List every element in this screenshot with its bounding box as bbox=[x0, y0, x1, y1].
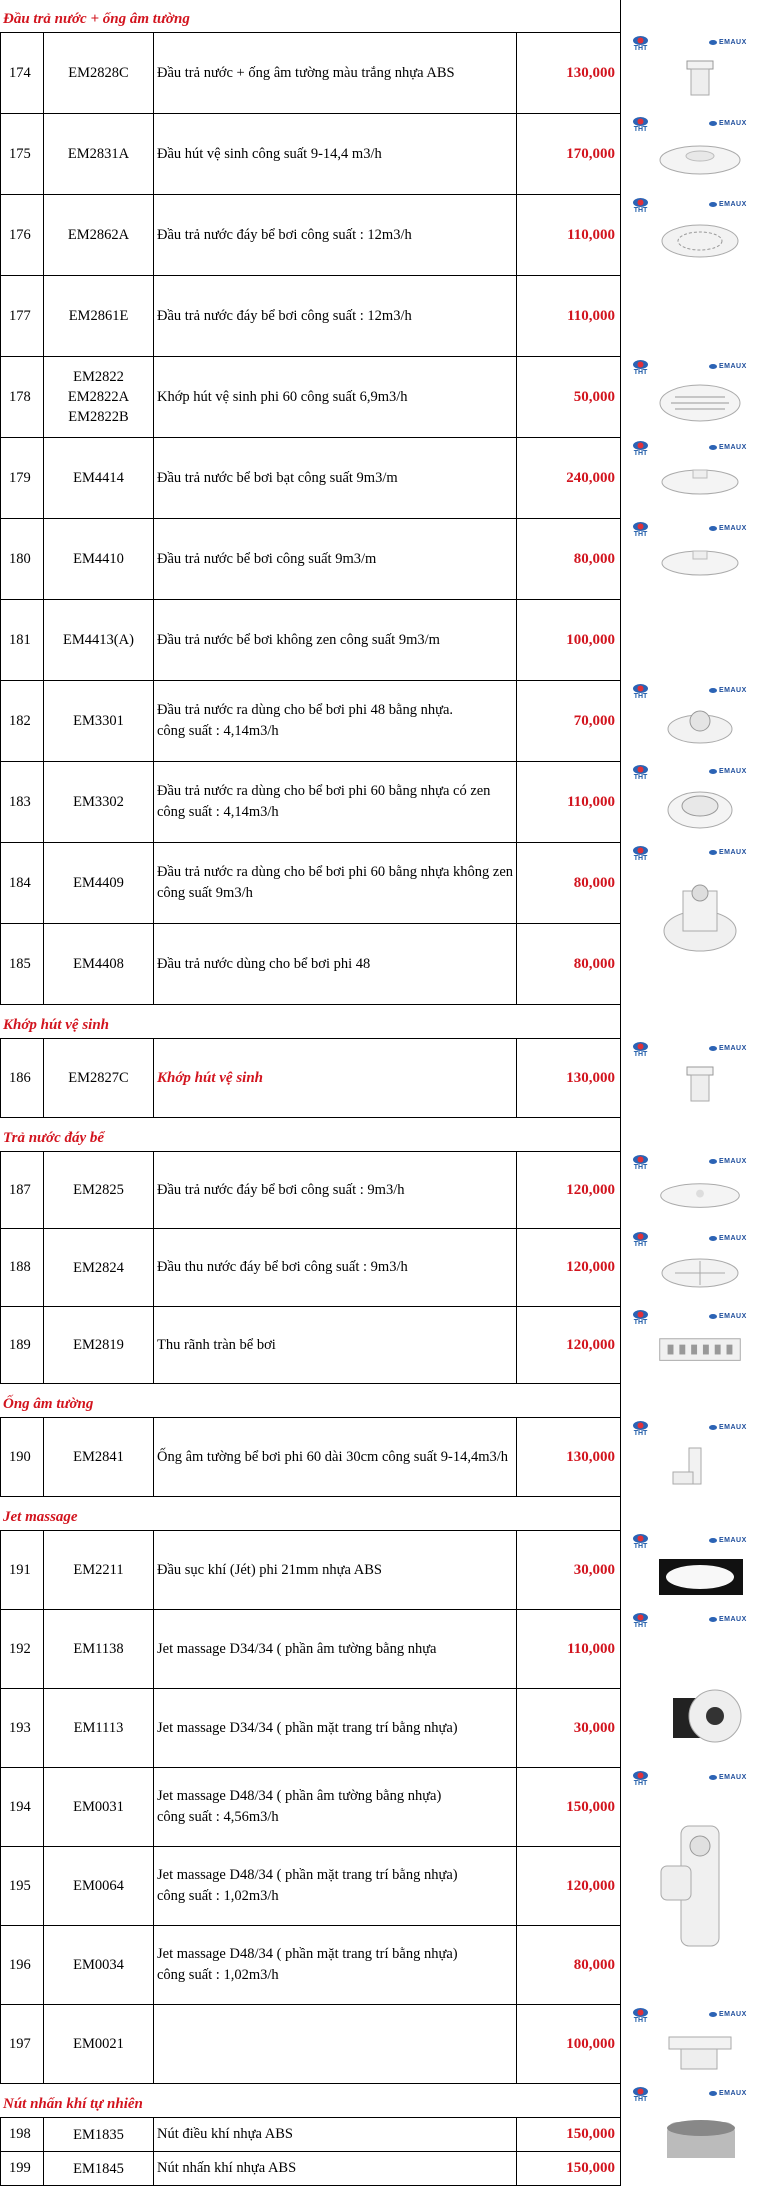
product-description: Ống âm tường bể bơi phi 60 dài 30cm công suất 9-14,4m3/h bbox=[154, 1418, 517, 1497]
table-row bbox=[0, 1039, 621, 1118]
product-image bbox=[623, 1229, 775, 1307]
product-image bbox=[623, 1531, 775, 1610]
product-description: Đầu trả nước đáy bể bơi công suất : 12m3/h bbox=[154, 195, 517, 276]
product-image bbox=[623, 357, 775, 438]
product-description: Đầu trả nước bể bơi công suất 9m3/m bbox=[154, 519, 517, 600]
product-description: Đầu trả nước đáy bể bơi công suất : 9m3/h bbox=[154, 1152, 517, 1229]
product-code-line: EM0021 bbox=[73, 2036, 124, 2052]
product-code bbox=[44, 2005, 154, 2084]
pool-fitting-icon bbox=[645, 1057, 755, 1113]
emaux-logo-icon: EMAUX bbox=[709, 1045, 747, 1052]
emaux-logo-icon: EMAUX bbox=[709, 1158, 747, 1165]
emaux-logo-icon: EMAUX bbox=[709, 2011, 747, 2018]
table-row bbox=[0, 2118, 621, 2152]
tht-logo-icon: THT bbox=[633, 1042, 648, 1058]
product-code bbox=[44, 600, 154, 681]
table-row bbox=[0, 1307, 621, 1384]
table-row bbox=[0, 1229, 621, 1307]
product-price: 170,000 bbox=[517, 114, 621, 195]
table-row bbox=[0, 2152, 621, 2186]
emaux-logo-icon: EMAUX bbox=[709, 120, 747, 127]
product-code bbox=[44, 762, 154, 843]
product-code bbox=[44, 1307, 154, 1384]
row-number: 198 bbox=[0, 2118, 44, 2152]
pool-fitting-icon bbox=[645, 537, 755, 593]
product-code bbox=[44, 114, 154, 195]
product-description: Khớp hút vệ sinh phi 60 công suất 6,9m3/h bbox=[154, 357, 517, 438]
product-code bbox=[44, 1229, 154, 1307]
tht-logo-icon: THT bbox=[633, 36, 648, 52]
table-row bbox=[0, 357, 621, 438]
product-image bbox=[623, 762, 775, 843]
section-header bbox=[0, 1118, 621, 1152]
row-number: 174 bbox=[0, 33, 44, 114]
row-number: 194 bbox=[0, 1768, 44, 1847]
product-image bbox=[623, 1768, 775, 2005]
product-image bbox=[623, 1610, 775, 1768]
product-price: 70,000 bbox=[517, 681, 621, 762]
product-price: 130,000 bbox=[517, 1418, 621, 1497]
product-description: Đầu trả nước ra dùng cho bể bơi phi 60 bằng nhựa có zen công suất : 4,14m3/h bbox=[154, 762, 517, 843]
product-code-line: EM2819 bbox=[73, 1337, 124, 1353]
table-row bbox=[0, 1689, 621, 1768]
section-title: Jet massage bbox=[3, 1509, 78, 1525]
row-number: 185 bbox=[0, 924, 44, 1005]
table-row bbox=[0, 438, 621, 519]
product-price: 30,000 bbox=[517, 1689, 621, 1768]
table-row bbox=[0, 195, 621, 276]
emaux-logo-icon: EMAUX bbox=[709, 444, 747, 451]
row-number: 181 bbox=[0, 600, 44, 681]
table-row bbox=[0, 519, 621, 600]
product-code bbox=[44, 681, 154, 762]
product-price: 150,000 bbox=[517, 2152, 621, 2186]
table-row bbox=[0, 681, 621, 762]
product-description: Đầu hút vệ sinh công suất 9-14,4 m3/h bbox=[154, 114, 517, 195]
tht-logo-icon: THT bbox=[633, 117, 648, 133]
pool-fitting-icon bbox=[645, 2102, 755, 2158]
product-code-line: EM3302 bbox=[73, 794, 124, 810]
emaux-logo-icon: EMAUX bbox=[709, 1313, 747, 1320]
emaux-logo-icon: EMAUX bbox=[709, 768, 747, 775]
product-price: 150,000 bbox=[517, 2118, 621, 2152]
product-code bbox=[44, 1847, 154, 1926]
product-code-line: EM2828C bbox=[68, 65, 129, 81]
product-description: Jet massage D48/34 ( phần mặt trang trí bằng nhựa) công suất : 1,02m3/h bbox=[154, 1847, 517, 1926]
product-description: Jet massage D48/34 ( phần mặt trang trí bằng nhựa) công suất : 1,02m3/h bbox=[154, 1926, 517, 2005]
tht-logo-icon: THT bbox=[633, 2087, 648, 2103]
tht-logo-icon: THT bbox=[633, 360, 648, 376]
product-code-line: EM2862A bbox=[67, 227, 130, 243]
product-image bbox=[623, 33, 775, 114]
row-number: 196 bbox=[0, 1926, 44, 2005]
tht-logo-icon: THT bbox=[633, 2008, 648, 2024]
product-image bbox=[623, 195, 775, 276]
product-code bbox=[44, 519, 154, 600]
tht-logo-icon: THT bbox=[633, 441, 648, 457]
pool-fitting-icon bbox=[645, 1170, 755, 1225]
product-image bbox=[623, 681, 775, 762]
pool-fitting-icon bbox=[645, 213, 755, 269]
section-header bbox=[0, 1005, 621, 1039]
product-image bbox=[623, 1418, 775, 1497]
table-row bbox=[0, 1610, 621, 1689]
product-description: Đầu trả nước bể bơi không zen công suất 9m3/m bbox=[154, 600, 517, 681]
table-row bbox=[0, 924, 621, 1005]
product-price: 100,000 bbox=[517, 600, 621, 681]
product-image bbox=[623, 1152, 775, 1229]
product-code bbox=[44, 1531, 154, 1610]
product-code bbox=[44, 276, 154, 357]
table-row bbox=[0, 1847, 621, 1926]
product-description: Khớp hút vệ sinh bbox=[154, 1039, 517, 1118]
tht-logo-icon: THT bbox=[633, 198, 648, 214]
section-title: Trả nước đáy bể bbox=[3, 1130, 105, 1146]
product-image bbox=[623, 843, 775, 1005]
row-number: 178 bbox=[0, 357, 44, 438]
product-code-line: EM1835 bbox=[73, 2126, 124, 2143]
product-code bbox=[44, 357, 154, 438]
table-row bbox=[0, 1926, 621, 2005]
product-code bbox=[44, 438, 154, 519]
product-code-line: EM1113 bbox=[73, 1720, 124, 1736]
product-code-line: EM3301 bbox=[73, 713, 124, 729]
product-price: 30,000 bbox=[517, 1531, 621, 1610]
product-description: Đầu trả nước đáy bể bơi công suất : 12m3/h bbox=[154, 276, 517, 357]
section-title: Ống âm tường bbox=[3, 1396, 94, 1412]
emaux-logo-icon: EMAUX bbox=[709, 849, 747, 856]
product-description bbox=[154, 2005, 517, 2084]
product-price: 80,000 bbox=[517, 519, 621, 600]
product-image bbox=[623, 1307, 775, 1384]
product-price: 120,000 bbox=[517, 1152, 621, 1229]
pool-fitting-icon bbox=[645, 1247, 755, 1303]
product-code-line: EM0031 bbox=[73, 1799, 124, 1815]
product-description: Đầu trả nước bể bơi bạt công suất 9m3/m bbox=[154, 438, 517, 519]
product-code bbox=[44, 1689, 154, 1768]
product-code-line: EM2822 bbox=[73, 369, 124, 385]
product-code-line: EM2822B bbox=[68, 409, 129, 425]
row-number: 189 bbox=[0, 1307, 44, 1384]
product-description: Jet massage D34/34 ( phần mặt trang trí bằng nhựa) bbox=[154, 1689, 517, 1768]
product-code bbox=[44, 1418, 154, 1497]
table-row bbox=[0, 33, 621, 114]
product-code bbox=[44, 33, 154, 114]
row-number: 184 bbox=[0, 843, 44, 924]
product-code bbox=[44, 1152, 154, 1229]
product-image bbox=[623, 1039, 775, 1118]
product-price: 80,000 bbox=[517, 924, 621, 1005]
emaux-logo-icon: EMAUX bbox=[709, 2090, 747, 2097]
product-description: Đầu trả nước ra dùng cho bể bơi phi 60 bằng nhựa không zen công suất 9m3/h bbox=[154, 843, 517, 924]
tht-logo-icon: THT bbox=[633, 1232, 648, 1248]
product-image bbox=[623, 2005, 775, 2084]
product-code-line: EM2831A bbox=[67, 146, 130, 162]
row-number: 190 bbox=[0, 1418, 44, 1497]
product-code bbox=[44, 2118, 154, 2152]
row-number: 180 bbox=[0, 519, 44, 600]
product-image bbox=[623, 114, 775, 195]
product-description: Đầu thu nước đáy bể bơi công suất : 9m3/h bbox=[154, 1229, 517, 1307]
product-code-line: EM2861E bbox=[68, 308, 129, 324]
product-code-line: EM2841 bbox=[73, 1449, 124, 1465]
table-row bbox=[0, 114, 621, 195]
product-code-line: EM0034 bbox=[73, 1957, 124, 1973]
product-description: Đầu sục khí (Jét) phi 21mm nhựa ABS bbox=[154, 1531, 517, 1610]
tht-logo-icon: THT bbox=[633, 846, 648, 862]
row-number: 186 bbox=[0, 1039, 44, 1118]
product-code-line: EM2827C bbox=[68, 1070, 129, 1086]
product-price: 120,000 bbox=[517, 1229, 621, 1307]
row-number: 188 bbox=[0, 1229, 44, 1307]
section-title: Khớp hút vệ sinh bbox=[3, 1017, 110, 1033]
pool-fitting-icon bbox=[645, 375, 755, 431]
pool-fitting-icon bbox=[645, 1325, 755, 1380]
product-code bbox=[44, 924, 154, 1005]
table-row bbox=[0, 843, 621, 924]
product-code bbox=[44, 2152, 154, 2186]
product-description: Jet massage D34/34 ( phần âm tường bằng nhựa bbox=[154, 1610, 517, 1689]
emaux-logo-icon: EMAUX bbox=[709, 1235, 747, 1242]
row-number: 182 bbox=[0, 681, 44, 762]
product-description: Jet massage D48/34 ( phần âm tường bằng nhựa) công suất : 4,56m3/h bbox=[154, 1768, 517, 1847]
pool-fitting-icon bbox=[645, 51, 755, 107]
row-number: 177 bbox=[0, 276, 44, 357]
product-price: 80,000 bbox=[517, 843, 621, 924]
tht-logo-icon: THT bbox=[633, 1310, 648, 1326]
section-title: Đầu trả nước + ống âm tường bbox=[3, 11, 190, 27]
product-price: 130,000 bbox=[517, 1039, 621, 1118]
product-code bbox=[44, 1768, 154, 1847]
pool-fitting-icon bbox=[645, 1436, 755, 1492]
table-row bbox=[0, 2005, 621, 2084]
section-header bbox=[0, 0, 621, 33]
product-code-line: EM4409 bbox=[73, 875, 124, 891]
product-code-line: EM2824 bbox=[73, 1259, 124, 1276]
product-code-line: EM2825 bbox=[73, 1182, 124, 1198]
row-number: 191 bbox=[0, 1531, 44, 1610]
product-code-line: EM4414 bbox=[73, 470, 124, 486]
section-header bbox=[0, 1384, 621, 1418]
product-description: Đầu trả nước + ống âm tường màu trắng nhựa ABS bbox=[154, 33, 517, 114]
product-description: Đầu trả nước dùng cho bể bơi phi 48 bbox=[154, 924, 517, 1005]
product-price: 50,000 bbox=[517, 357, 621, 438]
row-number: 197 bbox=[0, 2005, 44, 2084]
row-number: 192 bbox=[0, 1610, 44, 1689]
product-price: 120,000 bbox=[517, 1307, 621, 1384]
product-price: 110,000 bbox=[517, 276, 621, 357]
product-code-line: EM4408 bbox=[73, 956, 124, 972]
pool-fitting-icon bbox=[645, 456, 755, 512]
product-price: 120,000 bbox=[517, 1847, 621, 1926]
product-code bbox=[44, 1926, 154, 2005]
tht-logo-icon: THT bbox=[633, 1613, 648, 1629]
table-row bbox=[0, 762, 621, 843]
emaux-logo-icon: EMAUX bbox=[709, 1774, 747, 1781]
table-row bbox=[0, 1418, 621, 1497]
product-code bbox=[44, 195, 154, 276]
section-header bbox=[0, 1497, 621, 1531]
row-number: 176 bbox=[0, 195, 44, 276]
product-code-line: EM2211 bbox=[73, 1562, 124, 1578]
product-price: 110,000 bbox=[517, 195, 621, 276]
product-code bbox=[44, 1039, 154, 1118]
table-row bbox=[0, 1152, 621, 1229]
emaux-logo-icon: EMAUX bbox=[709, 1616, 747, 1623]
row-number: 199 bbox=[0, 2152, 44, 2186]
emaux-logo-icon: EMAUX bbox=[709, 1424, 747, 1431]
product-description: Nút nhấn khí nhựa ABS bbox=[154, 2152, 517, 2186]
emaux-logo-icon: EMAUX bbox=[709, 687, 747, 694]
pool-fitting-icon bbox=[645, 699, 755, 755]
product-code-line: EM0064 bbox=[73, 1878, 124, 1894]
pool-fitting-icon bbox=[645, 861, 755, 971]
tht-logo-icon: THT bbox=[633, 684, 648, 700]
table-row bbox=[0, 1768, 621, 1847]
row-number: 193 bbox=[0, 1689, 44, 1768]
pool-fitting-icon bbox=[645, 132, 755, 188]
table-row bbox=[0, 276, 621, 357]
row-number: 187 bbox=[0, 1152, 44, 1229]
row-number: 175 bbox=[0, 114, 44, 195]
product-price: 110,000 bbox=[517, 762, 621, 843]
emaux-logo-icon: EMAUX bbox=[709, 39, 747, 46]
pool-fitting-icon bbox=[645, 1628, 755, 1758]
pool-fitting-icon bbox=[645, 1549, 755, 1605]
product-price: 130,000 bbox=[517, 33, 621, 114]
tht-logo-icon: THT bbox=[633, 1421, 648, 1437]
emaux-logo-icon: EMAUX bbox=[709, 1537, 747, 1544]
product-price: 80,000 bbox=[517, 1926, 621, 2005]
pool-fitting-icon bbox=[645, 1786, 755, 1956]
emaux-logo-icon: EMAUX bbox=[709, 525, 747, 532]
tht-logo-icon: THT bbox=[633, 765, 648, 781]
product-code-line: EM4413(A) bbox=[63, 632, 134, 648]
product-price: 150,000 bbox=[517, 1768, 621, 1847]
product-price: 240,000 bbox=[517, 438, 621, 519]
pool-fitting-icon bbox=[645, 780, 755, 836]
table-row bbox=[0, 1531, 621, 1610]
tht-logo-icon: THT bbox=[633, 522, 648, 538]
product-image bbox=[623, 438, 775, 519]
row-number: 179 bbox=[0, 438, 44, 519]
product-code-line: EM1138 bbox=[73, 1641, 124, 1657]
product-price: 110,000 bbox=[517, 1610, 621, 1689]
product-code-line: EM4410 bbox=[73, 551, 124, 567]
product-image bbox=[623, 519, 775, 600]
section-title: Nút nhấn khí tự nhiên bbox=[3, 2096, 143, 2112]
table-row bbox=[0, 600, 621, 681]
product-code-line: EM1845 bbox=[73, 2160, 124, 2177]
row-number: 195 bbox=[0, 1847, 44, 1926]
tht-logo-icon: THT bbox=[633, 1534, 648, 1550]
pool-fitting-icon bbox=[645, 2023, 755, 2079]
product-code-line: EM2822A bbox=[67, 389, 130, 405]
product-price: 100,000 bbox=[517, 2005, 621, 2084]
product-description: Đầu trả nước ra dùng cho bể bơi phi 48 bằng nhựa. công suất : 4,14m3/h bbox=[154, 681, 517, 762]
tht-logo-icon: THT bbox=[633, 1771, 648, 1787]
section-header bbox=[0, 2084, 621, 2118]
product-code bbox=[44, 1610, 154, 1689]
product-description: Thu rãnh tràn bể bơi bbox=[154, 1307, 517, 1384]
tht-logo-icon: THT bbox=[633, 1155, 648, 1171]
emaux-logo-icon: EMAUX bbox=[709, 201, 747, 208]
product-description: Nút điều khí nhựa ABS bbox=[154, 2118, 517, 2152]
product-image bbox=[623, 2084, 775, 2186]
row-number: 183 bbox=[0, 762, 44, 843]
product-code bbox=[44, 843, 154, 924]
emaux-logo-icon: EMAUX bbox=[709, 363, 747, 370]
